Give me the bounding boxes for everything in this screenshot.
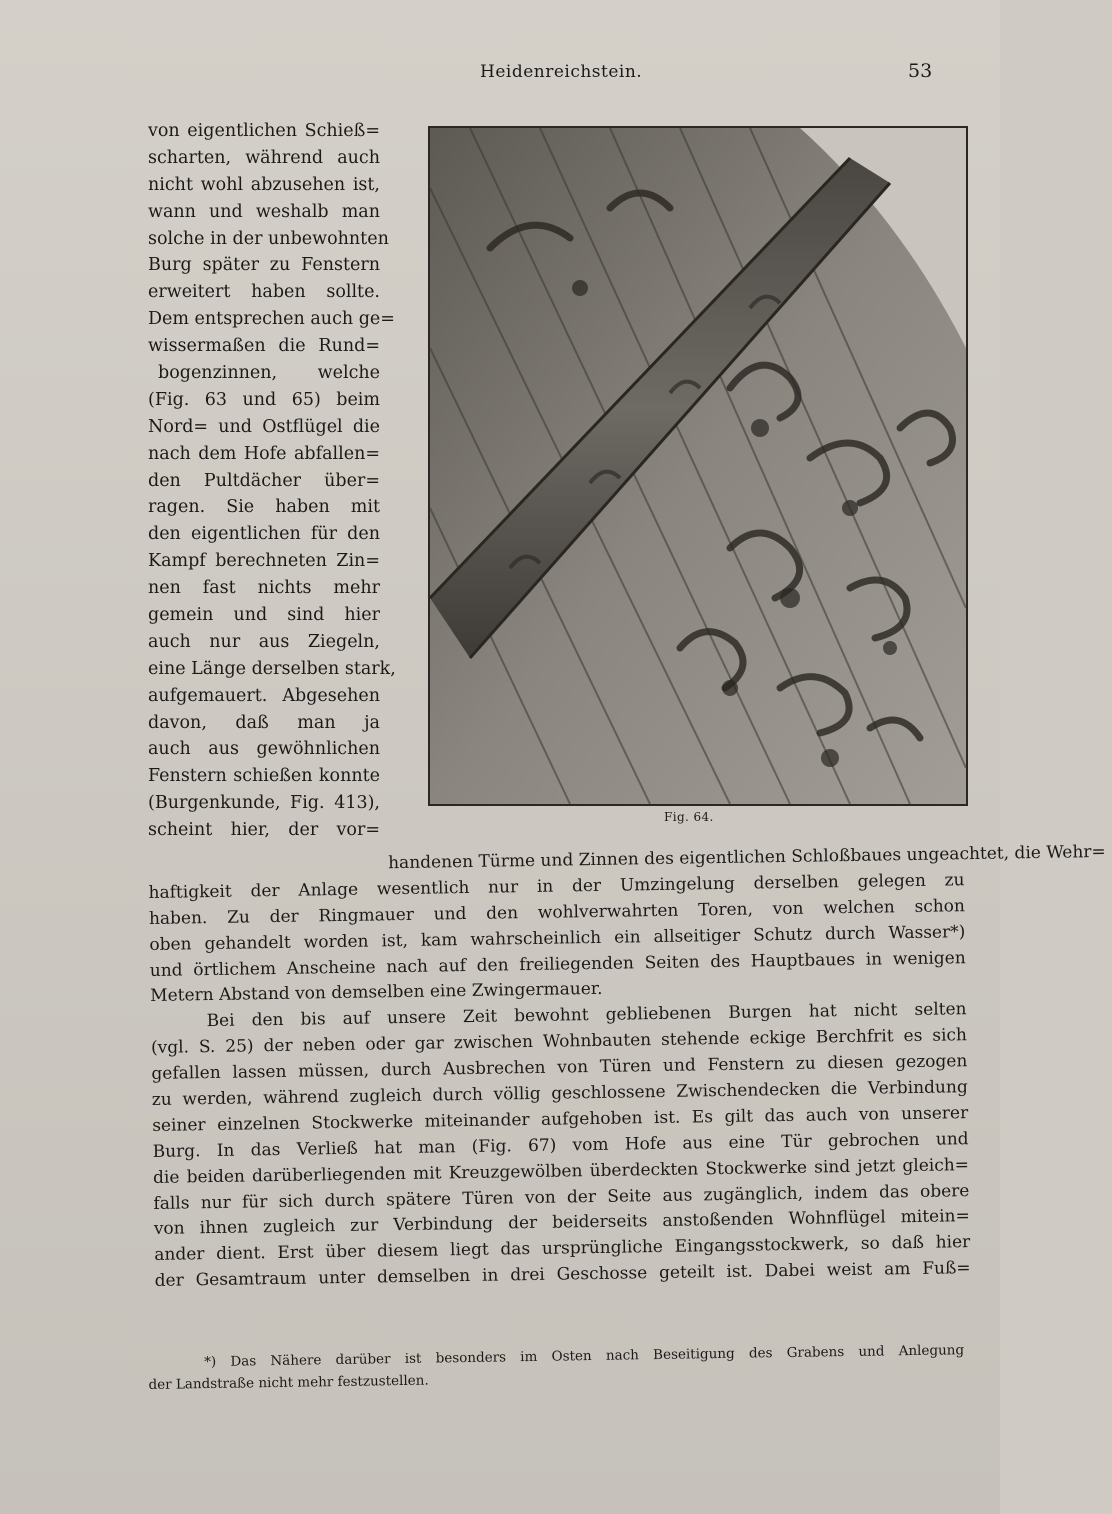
text-line: gemein und sind hier <box>148 605 380 626</box>
text-line: zu werden, während zugleich durch völlig geschlossene Zwischendecken die Verbindung <box>151 1077 968 1110</box>
text-line: Burg später zu Fenstern <box>148 255 380 276</box>
text-line: und örtlichem Anscheine nach auf den freiliegenden Seiten des Hauptbaues in wenigen <box>149 947 966 981</box>
text-line: (Burgenkunde, Fig. 413), <box>148 793 380 814</box>
footnote-line: der Landstraße nicht mehr festzustellen. <box>148 1372 429 1393</box>
text-line: falls nur für sich durch spätere Türen von der Seite aus zugänglich, indem das obere <box>153 1180 970 1214</box>
text-line: ragen. Sie haben mit <box>148 497 380 518</box>
text-line: wissermaßen die Rund= <box>148 336 380 357</box>
painted-ceiling-illustration <box>430 128 966 804</box>
full-width-text <box>148 841 1106 1295</box>
text-line: auch aus gewöhnlichen <box>148 739 380 760</box>
figure-caption: Fig. 64. <box>664 810 714 824</box>
text-line: Fenstern schießen konnte <box>148 766 380 787</box>
text-line: nach dem Hofe abfallen= <box>148 443 380 464</box>
text-line: Kampf berechneten Zin= <box>148 551 380 572</box>
text-line: davon, daß man ja <box>148 712 380 733</box>
text-line: Dem entsprechen auch ge= <box>148 309 395 330</box>
text-line: nicht wohl abzusehen ist, <box>148 174 380 195</box>
text-line: seiner einzelnen Stockwerke miteinander aufgehoben ist. Es gilt das auch von unserer <box>152 1103 969 1136</box>
text-line: Nord= und Ostflügel die <box>148 416 380 437</box>
text-line: eine Länge derselben stark, <box>148 658 396 679</box>
text-line: von ihnen zugleich zur Verbindung der beiderseits anstoßenden Wohnflügel mitein= <box>153 1206 970 1240</box>
footnote <box>148 1339 965 1396</box>
text-line: (vgl. S. 25) der neben oder gar zwischen Wohnbauten stehende eckige Berchfrit es sich <box>150 1025 968 1059</box>
text-line: gefallen lassen müssen, durch Ausbrechen von Türen und Fenstern zu diesen gezogen <box>151 1051 968 1085</box>
text-line: erweitert haben sollte. <box>148 282 380 303</box>
footnote-line: *) Das Nähere darüber ist besonders im Osten nach Beseitigung des Grabens und Anlegung <box>204 1342 965 1371</box>
text-line: wann und weshalb man <box>148 201 380 222</box>
text-line: haftigkeit der Anlage wesentlich nur in der Umzingelung derselben gelegen zu <box>148 870 965 903</box>
text-line: Metern Abstand von demselben eine Zwingermauer. <box>150 979 603 1007</box>
text-line: auch nur aus Ziegeln, <box>148 631 380 652</box>
text-line: solche in der unbewohnten <box>148 228 389 249</box>
text-line: der Gesamtraum unter demselben in drei Geschosse geteilt ist. Dabei weist am Fuß= <box>154 1258 971 1292</box>
left-column-text <box>148 118 396 844</box>
text-line: handenen Türme und Zinnen des eigentlichen Schloßbaues ungeachtet, die Wehr= <box>388 841 1106 874</box>
text-line: von eigentlichen Schieß= <box>148 121 380 141</box>
page-number: 53 <box>908 60 933 82</box>
text-line: aufgemauert. Abgesehen <box>148 685 380 706</box>
text-line: den eigentlichen für den <box>148 524 380 545</box>
text-line: oben gehandelt worden ist, kam wahrscheinlich ein allseitiger Schutz durch Wasser*) <box>149 921 966 955</box>
text-line: ander dient. Erst über diesem liegt das ursprüngliche Eingangsstockwerk, so daß hier <box>154 1232 971 1266</box>
text-line: scheint hier, der vor= <box>148 820 380 841</box>
text-line: bogenzinnen, welche <box>158 363 380 384</box>
figure-painted-ceiling-photo <box>428 126 968 806</box>
text-line: nen fast nichts mehr <box>148 578 380 599</box>
text-line: den Pultdächer über= <box>148 470 380 491</box>
text-line: haben. Zu der Ringmauer und den wohlverwahrten Toren, von welchen schon <box>148 895 966 929</box>
text-line: die beiden darüberliegenden mit Kreuzgewölben überdeckten Stockwerke sind jetzt gleich= <box>152 1154 970 1188</box>
text-line: Burg. In das Verließ hat man (Fig. 67) vom Hofe aus eine Tür gebrochen und <box>152 1128 969 1162</box>
text-line: scharten, während auch <box>148 147 380 168</box>
text-line: Bei den bis auf unsere Zeit bewohnt gebliebenen Burgen hat nicht selten <box>206 999 967 1032</box>
running-header-title: Heidenreichstein. <box>480 62 643 82</box>
text-line: (Fig. 63 und 65) beim <box>148 389 380 410</box>
